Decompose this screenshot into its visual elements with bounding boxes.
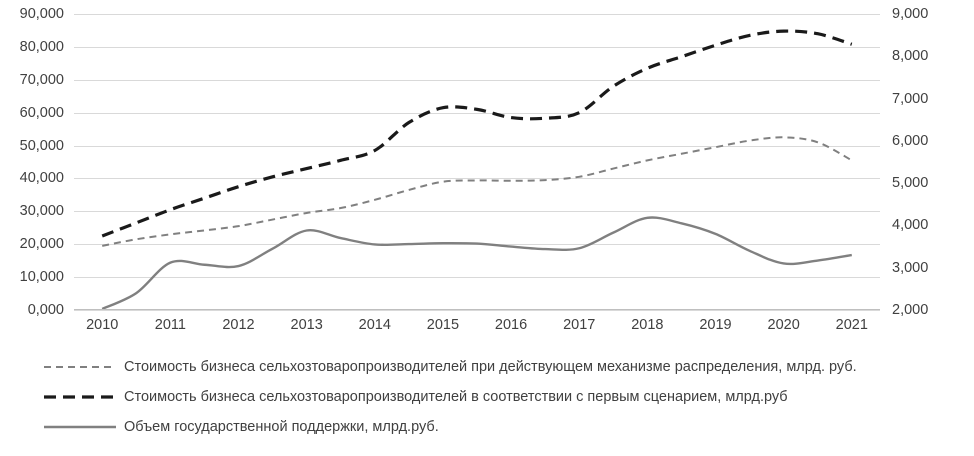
- x-axis-tick-label: 2012: [222, 317, 255, 333]
- legend-item[interactable]: [44, 412, 944, 442]
- x-axis-tick-label: 2017: [563, 317, 596, 333]
- y-axis-right-tick-label: 6,000: [892, 132, 929, 149]
- y-axis-right-tick-label: 3,000: [892, 259, 929, 276]
- x-axis-tick-label: 2015: [426, 317, 460, 333]
- y-axis-right-tick-label: 7,000: [892, 90, 929, 107]
- x-axis-tick-label: 2020: [767, 317, 800, 333]
- series-line-3: [102, 217, 852, 308]
- y-axis-right-tick-label: 4,000: [892, 217, 929, 234]
- y-axis-left-tick-label: 70,000: [19, 71, 64, 88]
- y-axis-right-tick-label: 9,000: [892, 5, 929, 22]
- legend-swatch-icon: [44, 360, 116, 374]
- y-axis-left-tick-label: 0,000: [27, 301, 64, 318]
- y-axis-left-tick-label: 60,000: [19, 104, 64, 121]
- y-axis-left-tick-label: 90,000: [19, 5, 64, 22]
- x-axis-tick-label: 2010: [86, 317, 119, 333]
- y-axis-left-tick-label: 30,000: [19, 203, 64, 220]
- legend-label: Объем государственной поддержки, млрд.руб.: [124, 419, 439, 435]
- legend-item[interactable]: [44, 382, 944, 412]
- x-axis-tick-label: 2018: [631, 317, 664, 333]
- legend-item[interactable]: [44, 352, 944, 382]
- series-line-2: [102, 31, 852, 236]
- y-axis-left-tick-label: 80,000: [19, 38, 64, 55]
- x-axis-line: [74, 309, 880, 310]
- plot-area: [74, 14, 880, 310]
- y-axis-left-tick-label: 10,000: [19, 268, 64, 285]
- series-line-1: [102, 137, 852, 246]
- x-axis-tick-label: 2021: [835, 317, 868, 333]
- chart-legend: [44, 352, 944, 442]
- legend-label: Стоимость бизнеса сельхозтоваропроизводителей при действующем механизме распределения, млрд. руб.: [124, 359, 857, 375]
- x-axis-tick-label: 2016: [494, 317, 528, 333]
- series-lines: [74, 14, 880, 310]
- x-axis-tick-label: 2019: [699, 317, 732, 333]
- y-axis-left-tick-label: 20,000: [19, 235, 64, 252]
- y-axis-left-tick-label: 40,000: [19, 170, 64, 187]
- x-axis-tick-label: 2013: [290, 317, 323, 333]
- legend-swatch-icon: [44, 390, 116, 404]
- legend-swatch-icon: [44, 420, 116, 434]
- y-axis-right-tick-label: 5,000: [892, 174, 929, 191]
- x-axis-tick-label: 2014: [358, 317, 391, 333]
- y-axis-right-tick-label: 2,000: [892, 301, 929, 318]
- y-axis-right-tick-label: 8,000: [892, 48, 929, 65]
- x-axis-tick-label: 2011: [154, 317, 186, 333]
- gridline: [74, 310, 880, 311]
- legend-label: Стоимость бизнеса сельхозтоваропроизводителей в соответствии с первым сценарием, млрд.руб: [124, 389, 788, 405]
- y-axis-left-tick-label: 50,000: [19, 137, 64, 154]
